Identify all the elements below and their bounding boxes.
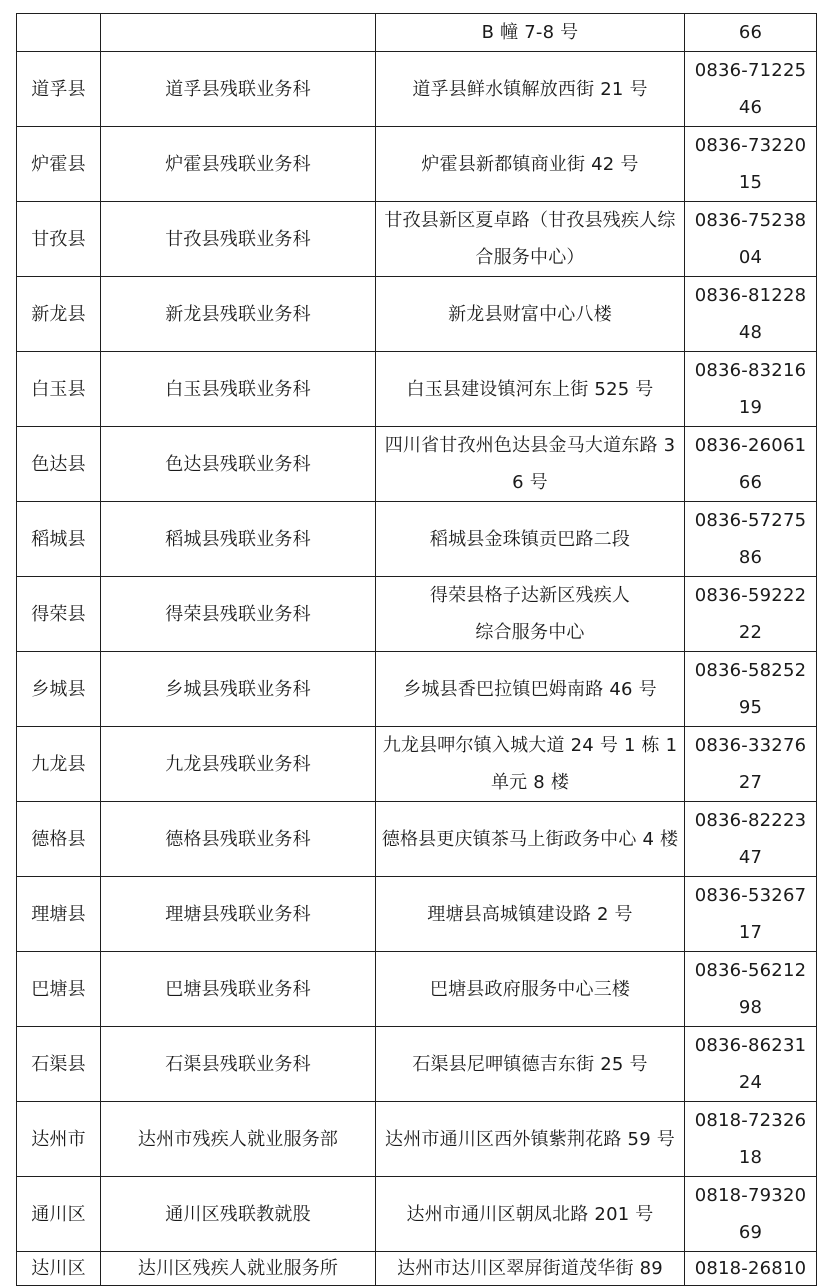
county-cell-text: 炉霍县: [31, 153, 86, 175]
org-cell-text: 石渠县残联业务科: [165, 1053, 311, 1075]
org-cell: [101, 952, 376, 1027]
org-cell-text: 乡城县残联业务科: [165, 678, 311, 700]
org-cell: [101, 727, 376, 802]
county-cell-text: 色达县: [31, 453, 86, 475]
org-cell-text: 德格县残联业务科: [165, 828, 311, 850]
address-cell: [376, 877, 685, 952]
table-row: [17, 952, 817, 1027]
county-cell: [17, 352, 101, 427]
table-row: [17, 1027, 817, 1102]
phone-cell: [685, 202, 817, 277]
address-cell-text: B 幢 7-8 号: [481, 22, 579, 43]
org-cell-text: 达州市残疾人就业服务部: [137, 1128, 339, 1150]
phone-cell-text: 0818-7932069: [694, 1185, 807, 1243]
address-cell-text: 新龙县财富中心八楼: [448, 303, 612, 325]
phone-cell-text: 0836-2606166: [694, 435, 807, 493]
phone-cell: [685, 802, 817, 877]
phone-cell-text: 0818-26810: [694, 1258, 807, 1279]
phone-cell: [685, 352, 817, 427]
address-cell-text: 道孚县鲜水镇解放西街 21 号: [412, 78, 648, 100]
address-cell: [376, 577, 685, 652]
phone-cell: [685, 577, 817, 652]
county-cell-text: 甘孜县: [31, 228, 86, 250]
phone-cell-text: 0836-8122848: [694, 285, 807, 343]
phone-cell-text: 66: [738, 22, 763, 43]
table-row: [17, 802, 817, 877]
org-cell: [101, 1102, 376, 1177]
org-cell: [101, 14, 376, 52]
table-row: [17, 427, 817, 502]
address-cell-text: 达州市通川区朝凤北路 201 号: [406, 1203, 654, 1225]
county-cell-text: 道孚县: [31, 78, 86, 100]
phone-cell: [685, 727, 817, 802]
org-cell-text: 九龙县残联业务科: [165, 753, 311, 775]
county-cell: [17, 652, 101, 727]
county-cell: [17, 1177, 101, 1252]
county-cell: [17, 277, 101, 352]
address-cell-text: 稻城县金珠镇贡巴路二段: [429, 528, 631, 550]
phone-cell-text: 0836-5825295: [694, 660, 807, 718]
phone-cell-text: 0836-8222347: [694, 810, 807, 868]
phone-cell-text: 0818-7232618: [694, 1110, 807, 1168]
org-cell-text: 新龙县残联业务科: [165, 303, 311, 325]
org-cell: [101, 877, 376, 952]
table-row: [17, 727, 817, 802]
phone-cell: [685, 1177, 817, 1252]
address-cell: [376, 352, 685, 427]
county-cell-text: 石渠县: [31, 1053, 86, 1075]
org-cell: [101, 1252, 376, 1286]
address-cell-text: 白玉县建设镇河东上街 525 号: [406, 378, 654, 400]
address-cell: [376, 727, 685, 802]
phone-cell: [685, 1252, 817, 1286]
county-cell: [17, 577, 101, 652]
phone-cell: [685, 14, 817, 52]
org-cell-text: 白玉县残联业务科: [165, 378, 311, 400]
phone-cell: [685, 127, 817, 202]
table-body: [17, 14, 817, 1286]
address-cell: [376, 652, 685, 727]
county-cell-text: 稻城县: [31, 528, 86, 550]
org-cell: [101, 802, 376, 877]
phone-cell: [685, 652, 817, 727]
address-cell: [376, 14, 685, 52]
address-cell-text: 九龙县呷尔镇入城大道 24 号 1 栋 1 单元 8 楼: [382, 735, 678, 793]
county-cell: [17, 502, 101, 577]
org-cell-text: 得荣县残联业务科: [165, 603, 311, 625]
org-cell-text: 稻城县残联业务科: [165, 528, 311, 550]
phone-cell: [685, 277, 817, 352]
table-row: [17, 127, 817, 202]
county-cell-text: 德格县: [31, 828, 86, 850]
org-cell: [101, 1177, 376, 1252]
county-cell: [17, 727, 101, 802]
phone-cell-text: 0836-5326717: [694, 885, 807, 943]
org-cell: [101, 502, 376, 577]
phone-cell-text: 0836-8321619: [694, 360, 807, 418]
phone-cell: [685, 427, 817, 502]
org-cell: [101, 652, 376, 727]
table-row: [17, 277, 817, 352]
table-row: [17, 52, 817, 127]
org-cell-text: 巴塘县残联业务科: [165, 978, 311, 1000]
table-row: [17, 502, 817, 577]
county-cell-text: 九龙县: [31, 753, 86, 775]
address-cell-text: 炉霍县新都镇商业街 42 号: [421, 153, 639, 175]
county-cell: [17, 14, 101, 52]
county-cell-text: 达川区: [31, 1258, 86, 1279]
county-cell-text: 理塘县: [31, 903, 86, 925]
org-cell: [101, 352, 376, 427]
table-row: [17, 1102, 817, 1177]
phone-cell: [685, 1027, 817, 1102]
phone-cell: [685, 877, 817, 952]
county-cell: [17, 1027, 101, 1102]
county-cell: [17, 127, 101, 202]
phone-cell-text: 0836-7322015: [694, 135, 807, 193]
org-cell-text: 通川区残联教就股: [165, 1203, 311, 1225]
address-cell: [376, 1102, 685, 1177]
org-cell-text: 理塘县残联业务科: [165, 903, 311, 925]
county-cell-text: 得荣县: [31, 603, 86, 625]
county-cell-text: 巴塘县: [31, 978, 86, 1000]
address-cell-text: 乡城县香巴拉镇巴姆南路 46 号: [403, 678, 657, 700]
address-cell: [376, 127, 685, 202]
table-row: [17, 352, 817, 427]
org-cell-text: 甘孜县残联业务科: [165, 228, 311, 250]
county-cell: [17, 952, 101, 1027]
county-cell: [17, 877, 101, 952]
org-cell: [101, 577, 376, 652]
address-cell: [376, 52, 685, 127]
county-cell: [17, 1102, 101, 1177]
contact-table: [16, 13, 817, 1286]
county-cell-text: 达州市: [31, 1128, 86, 1150]
phone-cell-text: 0836-3327627: [694, 735, 807, 793]
org-cell: [101, 52, 376, 127]
org-cell: [101, 127, 376, 202]
address-cell: [376, 427, 685, 502]
county-cell: [17, 52, 101, 127]
address-cell: [376, 802, 685, 877]
phone-cell: [685, 952, 817, 1027]
address-cell-text: 巴塘县政府服务中心三楼: [429, 978, 631, 1000]
phone-cell-text: 0836-5922222: [694, 585, 807, 643]
address-cell-text: 理塘县高城镇建设路 2 号: [427, 903, 633, 925]
table-row: [17, 1177, 817, 1252]
address-cell-text: 四川省甘孜州色达县金马大道东路 36 号: [384, 435, 676, 493]
phone-cell: [685, 52, 817, 127]
phone-cell-text: 0836-7122546: [694, 60, 807, 118]
address-cell-text: 德格县更庆镇茶马上街政务中心 4 楼: [381, 828, 679, 850]
address-cell: [376, 1027, 685, 1102]
county-cell-text: 乡城县: [31, 678, 86, 700]
address-cell-text: 得荣县格子达新区残疾人 综合服务中心: [429, 585, 631, 643]
org-cell: [101, 427, 376, 502]
address-cell: [376, 1177, 685, 1252]
org-cell-text: 炉霍县残联业务科: [165, 153, 311, 175]
address-cell-text: 达州市达川区翠屏街道茂华街 89: [397, 1258, 663, 1279]
phone-cell-text: 0836-7523804: [694, 210, 807, 268]
county-cell-text: 白玉县: [31, 378, 86, 400]
table-row: [17, 14, 817, 52]
address-cell: [376, 1252, 685, 1286]
phone-cell-text: 0836-5727586: [694, 510, 807, 568]
address-cell: [376, 502, 685, 577]
address-cell: [376, 952, 685, 1027]
org-cell-text: 色达县残联业务科: [165, 453, 311, 475]
county-cell: [17, 427, 101, 502]
phone-cell-text: 0836-8623124: [694, 1035, 807, 1093]
address-cell-text: 石渠县尼呷镇德吉东街 25 号: [412, 1053, 648, 1075]
table-row: [17, 877, 817, 952]
phone-cell: [685, 1102, 817, 1177]
address-cell-text: 达州市通川区西外镇紫荆花路 59 号: [385, 1128, 675, 1150]
address-cell: [376, 277, 685, 352]
table-row: [17, 202, 817, 277]
county-cell: [17, 802, 101, 877]
county-cell: [17, 1252, 101, 1286]
table-row: [17, 652, 817, 727]
org-cell-text: 道孚县残联业务科: [165, 78, 311, 100]
org-cell: [101, 1027, 376, 1102]
org-cell-text: 达川区残疾人就业服务所: [137, 1258, 339, 1279]
org-cell: [101, 277, 376, 352]
county-cell-text: 新龙县: [31, 303, 86, 325]
table-row: [17, 577, 817, 652]
table-row: [17, 1252, 817, 1286]
org-cell: [101, 202, 376, 277]
address-cell-text: 甘孜县新区夏卓路（甘孜县残疾人综合服务中心）: [384, 210, 676, 268]
county-cell: [17, 202, 101, 277]
phone-cell-text: 0836-5621298: [694, 960, 807, 1018]
address-cell: [376, 202, 685, 277]
phone-cell: [685, 502, 817, 577]
county-cell-text: 通川区: [31, 1203, 86, 1225]
